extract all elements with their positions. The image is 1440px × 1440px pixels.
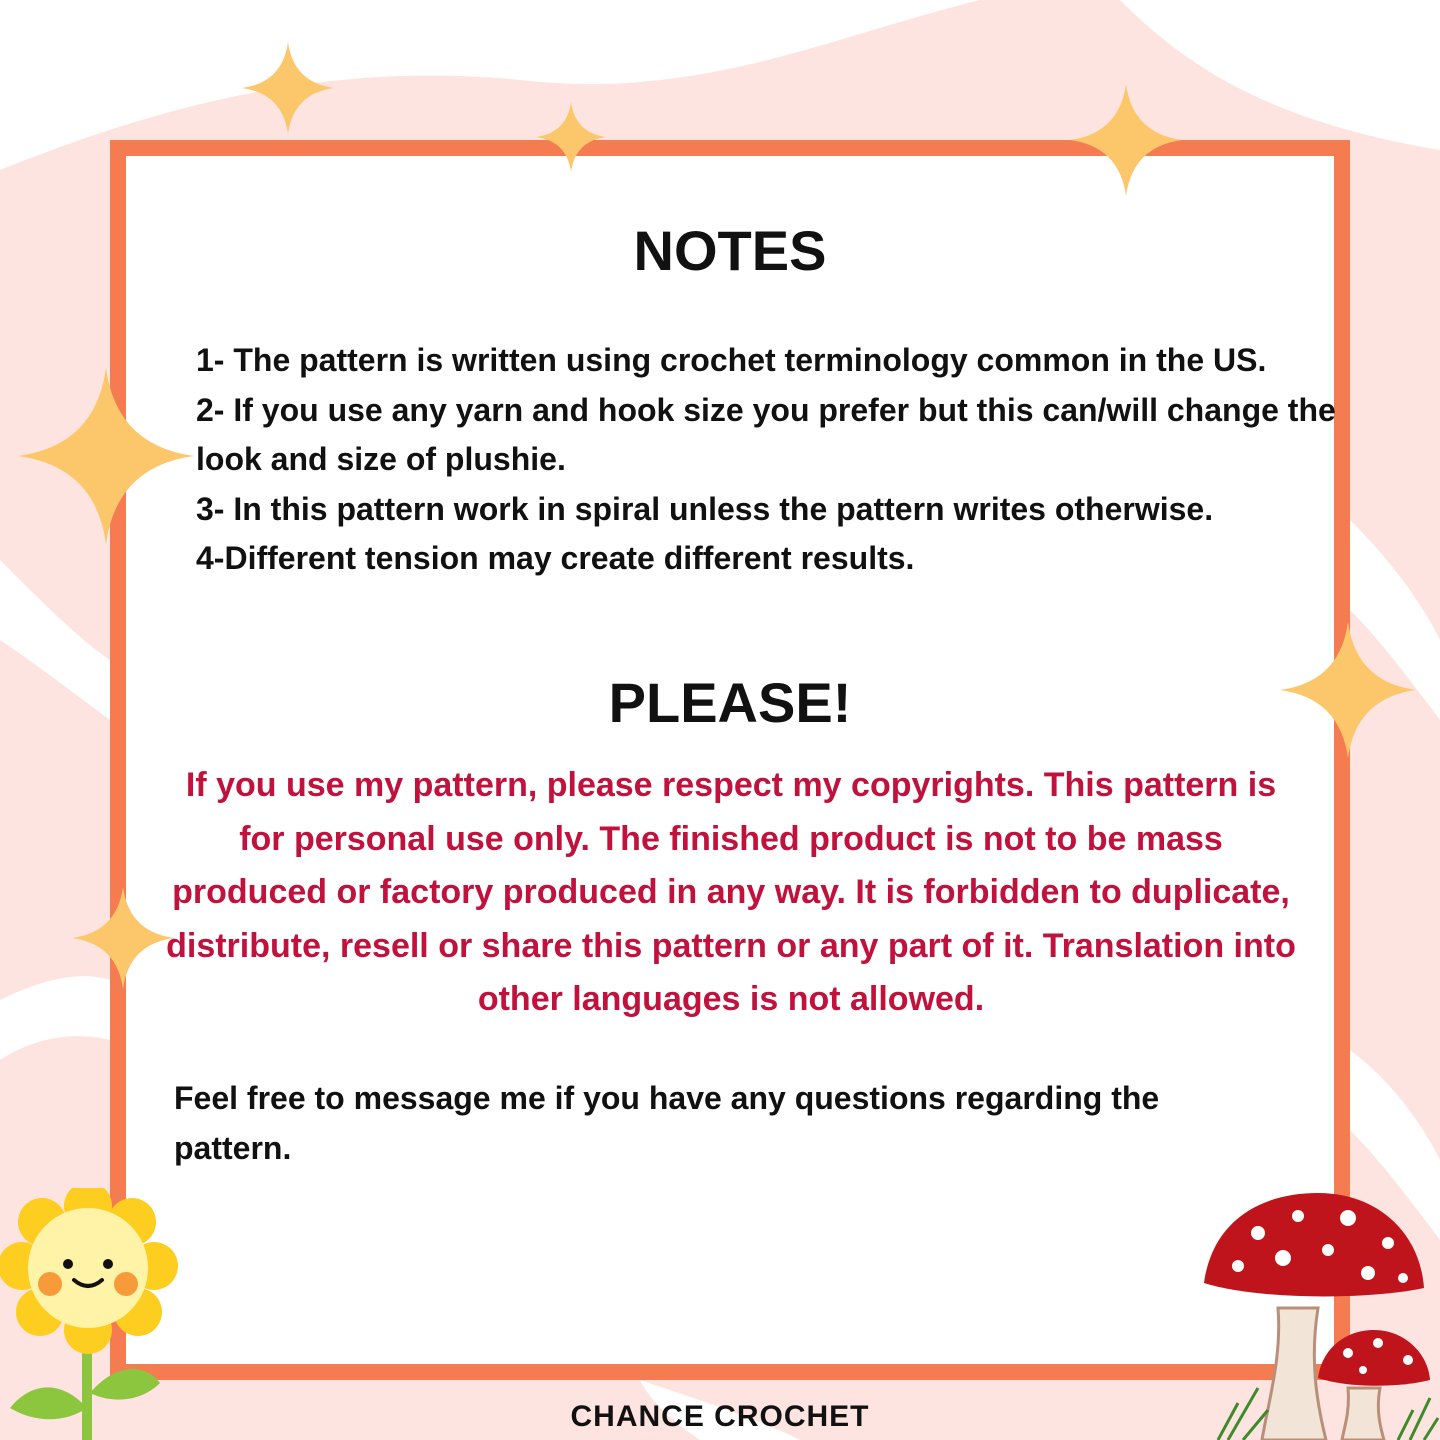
note-item: 2- If you use any yarn and hook size you prefer but this can/will change the look and size of plushie. <box>196 391 1336 477</box>
note-item: 4-Different tension may create different results. <box>196 540 915 576</box>
sparkle-icon <box>72 886 174 990</box>
brand-name: CHANCE CROCHET <box>570 1400 870 1433</box>
sparkle-icon <box>1070 82 1182 198</box>
sparkle-icon <box>242 40 334 136</box>
notes-title: NOTES <box>633 219 827 282</box>
copyright-notice: If you use my pattern, please respect my copyrights. This pattern is for personal use only. The finished product is not to be mass produced or factory produced in any way. It is forbidden to duplicate, distribute, resell or share this pattern or any part of it. Translation into other languages is not allowed. <box>166 766 1296 1018</box>
sparkle-icon <box>536 100 606 174</box>
notes-card <box>110 140 1350 1380</box>
notes-list <box>196 336 1346 584</box>
sparkle-icon <box>18 366 194 546</box>
note-item: 1- The pattern is written using crochet terminology common in the US. <box>196 342 1267 378</box>
contact-message: Feel free to message me if you have any questions regarding the pattern. <box>174 1080 1160 1166</box>
please-title: PLEASE! <box>608 671 852 734</box>
sparkle-icon <box>1280 620 1416 760</box>
note-item: 3- In this pattern work in spiral unless the pattern writes otherwise. <box>196 490 1214 527</box>
